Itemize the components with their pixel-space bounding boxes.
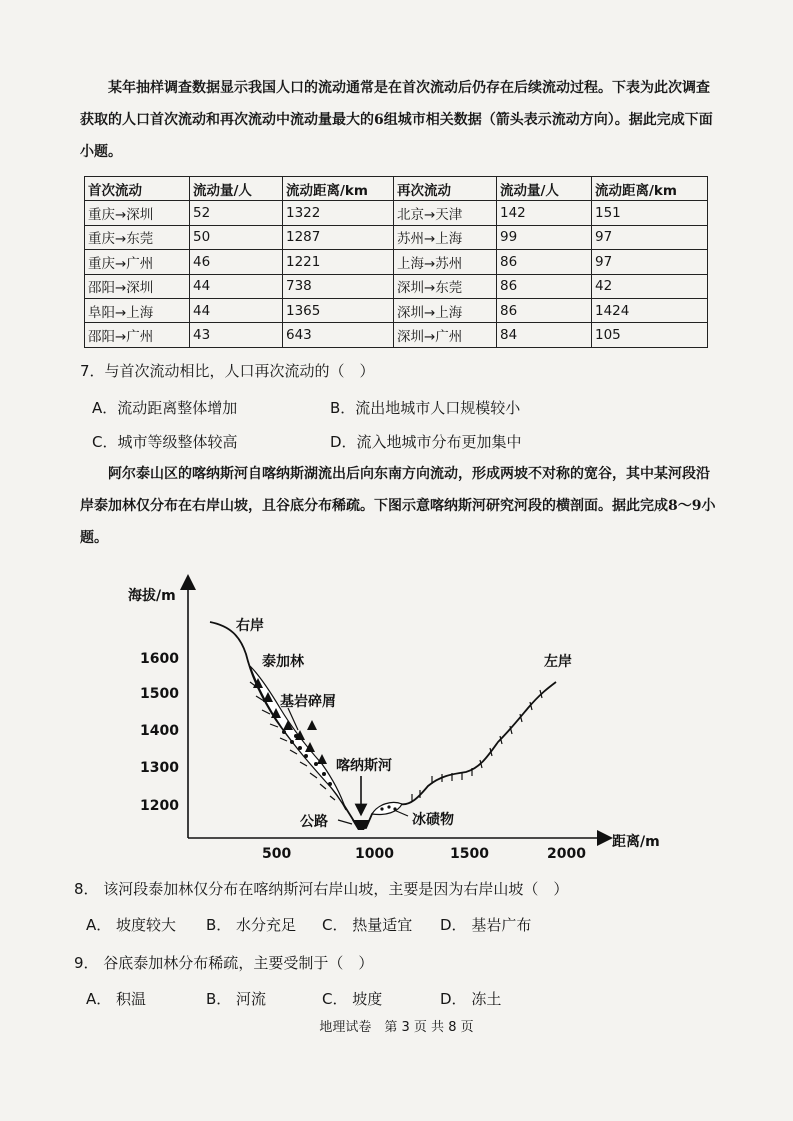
table-cell: 50 bbox=[190, 225, 283, 249]
table-cell: 上海→苏州 bbox=[394, 250, 497, 274]
x-tick-label: 2000 bbox=[547, 846, 586, 862]
table-cell: 643 bbox=[283, 323, 394, 347]
taiga-label: 泰加林 bbox=[262, 654, 304, 670]
question-7-stem: 7．与首次流动相比，人口再次流动的（ ） bbox=[80, 362, 375, 380]
moraine-label: 冰碛物 bbox=[412, 812, 454, 828]
table-cell: 46 bbox=[190, 250, 283, 274]
table-header-row bbox=[85, 177, 708, 201]
table-header-cell: 首次流动 bbox=[85, 177, 190, 201]
table-row bbox=[85, 323, 708, 347]
table-row bbox=[85, 274, 708, 298]
table-cell: 深圳→东莞 bbox=[394, 274, 497, 298]
question-9-option-d: D． 冻土 bbox=[440, 990, 502, 1008]
river-cross-section-figure bbox=[0, 570, 793, 870]
table-cell: 重庆→东莞 bbox=[85, 225, 190, 249]
table-header-cell: 再次流动 bbox=[394, 177, 497, 201]
question-9-option-c: C． 坡度 bbox=[322, 990, 383, 1008]
table-cell: 邵阳→广州 bbox=[85, 323, 190, 347]
table-cell: 1221 bbox=[283, 250, 394, 274]
table-cell: 738 bbox=[283, 274, 394, 298]
x-tick-label: 500 bbox=[262, 846, 292, 862]
table-cell: 阜阳→上海 bbox=[85, 298, 190, 322]
table-cell: 苏州→上海 bbox=[394, 225, 497, 249]
x-tick-label: 1500 bbox=[450, 846, 489, 862]
table-cell: 1365 bbox=[283, 298, 394, 322]
table-cell: 105 bbox=[592, 323, 708, 347]
road-leader-line bbox=[338, 820, 352, 824]
table-header-cell: 流动距离/km bbox=[592, 177, 708, 201]
slope-hachures-left bbox=[412, 690, 542, 802]
y-tick-label: 1500 bbox=[140, 686, 179, 702]
x-axis-label: 距离/m bbox=[612, 834, 660, 850]
table-cell: 1322 bbox=[283, 201, 394, 225]
intro-paragraph-2: 阿尔泰山区的喀纳斯河自喀纳斯湖流出后向东南方向流动，形成两坡不对称的宽谷，其中某河段沿岸泰加林仅分布在右岸山坡，且谷底分布稀疏。下图示意喀纳斯河研究河段的横剖面。据此完成8～9小题。 bbox=[80, 466, 716, 546]
y-tick-label: 1600 bbox=[140, 651, 179, 667]
y-tick-label: 1300 bbox=[140, 760, 179, 776]
table-cell: 重庆→深圳 bbox=[85, 201, 190, 225]
table-cell: 84 bbox=[497, 323, 592, 347]
table-cell: 深圳→广州 bbox=[394, 323, 497, 347]
table-cell: 42 bbox=[592, 274, 708, 298]
x-tick-label: 1000 bbox=[355, 846, 394, 862]
y-tick-label: 1400 bbox=[140, 723, 179, 739]
table-cell: 1424 bbox=[592, 298, 708, 322]
left-bank-label: 左岸 bbox=[544, 654, 572, 670]
y-tick-labels bbox=[140, 651, 179, 814]
table-header-cell: 流动量/人 bbox=[190, 177, 283, 201]
table-row bbox=[85, 250, 708, 274]
table-cell: 86 bbox=[497, 274, 592, 298]
table-cell: 43 bbox=[190, 323, 283, 347]
question-8-option-b: B． 水分充足 bbox=[206, 916, 297, 934]
question-8-option-c: C． 热量适宜 bbox=[322, 916, 413, 934]
table-cell: 97 bbox=[592, 225, 708, 249]
table-header-cell: 流动量/人 bbox=[497, 177, 592, 201]
table-cell: 86 bbox=[497, 298, 592, 322]
table-cell: 44 bbox=[190, 274, 283, 298]
question-9-option-a: A． 积温 bbox=[86, 990, 147, 1008]
terrain-profile-line bbox=[210, 622, 556, 828]
table-row bbox=[85, 201, 708, 225]
table-cell: 44 bbox=[190, 298, 283, 322]
table-cell: 52 bbox=[190, 201, 283, 225]
table-cell: 151 bbox=[592, 201, 708, 225]
road-label: 公路 bbox=[300, 814, 328, 830]
table-cell: 重庆→广州 bbox=[85, 250, 190, 274]
table-cell: 86 bbox=[497, 250, 592, 274]
table-cell: 97 bbox=[592, 250, 708, 274]
question-8-option-a: A． 坡度较大 bbox=[86, 916, 177, 934]
migration-table bbox=[84, 176, 708, 348]
table-cell: 深圳→上海 bbox=[394, 298, 497, 322]
question-9-option-b: B． 河流 bbox=[206, 990, 267, 1008]
right-bank-label: 右岸 bbox=[236, 618, 264, 634]
table-cell: 1287 bbox=[283, 225, 394, 249]
table-row bbox=[85, 225, 708, 249]
y-axis-label: 海拔/m bbox=[128, 588, 176, 604]
intro-paragraph-1: 某年抽样调查数据显示我国人口的流动通常是在首次流动后仍存在后续流动过程。下表为此次调查获取的人口首次流动和再次流动中流动量最大的6组城市相关数据（箭头表示流动方向）。据此完成下面小题。 bbox=[80, 80, 713, 160]
question-8-stem: 8． 该河段泰加林仅分布在喀纳斯河右岸山坡，主要是因为右岸山坡（ ） bbox=[74, 880, 569, 898]
table-cell: 邵阳→深圳 bbox=[85, 274, 190, 298]
moraine-leader-line bbox=[394, 810, 408, 816]
table-cell: 142 bbox=[497, 201, 592, 225]
table-cell: 99 bbox=[497, 225, 592, 249]
moraine-deposit bbox=[372, 802, 402, 814]
question-8-option-d: D． 基岩广布 bbox=[440, 916, 532, 934]
question-7-option-b: B．流出地城市人口规模较小 bbox=[330, 399, 521, 417]
question-9-stem: 9． 谷底泰加林分布稀疏，主要受制于（ ） bbox=[74, 954, 374, 972]
table-header-cell: 流动距离/km bbox=[283, 177, 394, 201]
y-tick-label: 1200 bbox=[140, 798, 179, 814]
bedrock-debris-label: 基岩碎屑 bbox=[280, 694, 336, 710]
table-cell: 北京→天津 bbox=[394, 201, 497, 225]
x-tick-labels bbox=[262, 846, 586, 862]
question-7-option-a: A．流动距离整体增加 bbox=[92, 399, 238, 417]
question-7-option-c: C．城市等级整体较高 bbox=[92, 433, 238, 451]
page-footer: 地理试卷 第 3 页 共 8 页 bbox=[319, 1020, 474, 1035]
question-7-option-d: D．流入地城市分布更加集中 bbox=[330, 433, 522, 451]
table-row bbox=[85, 298, 708, 322]
river-label: 喀纳斯河 bbox=[336, 758, 392, 774]
